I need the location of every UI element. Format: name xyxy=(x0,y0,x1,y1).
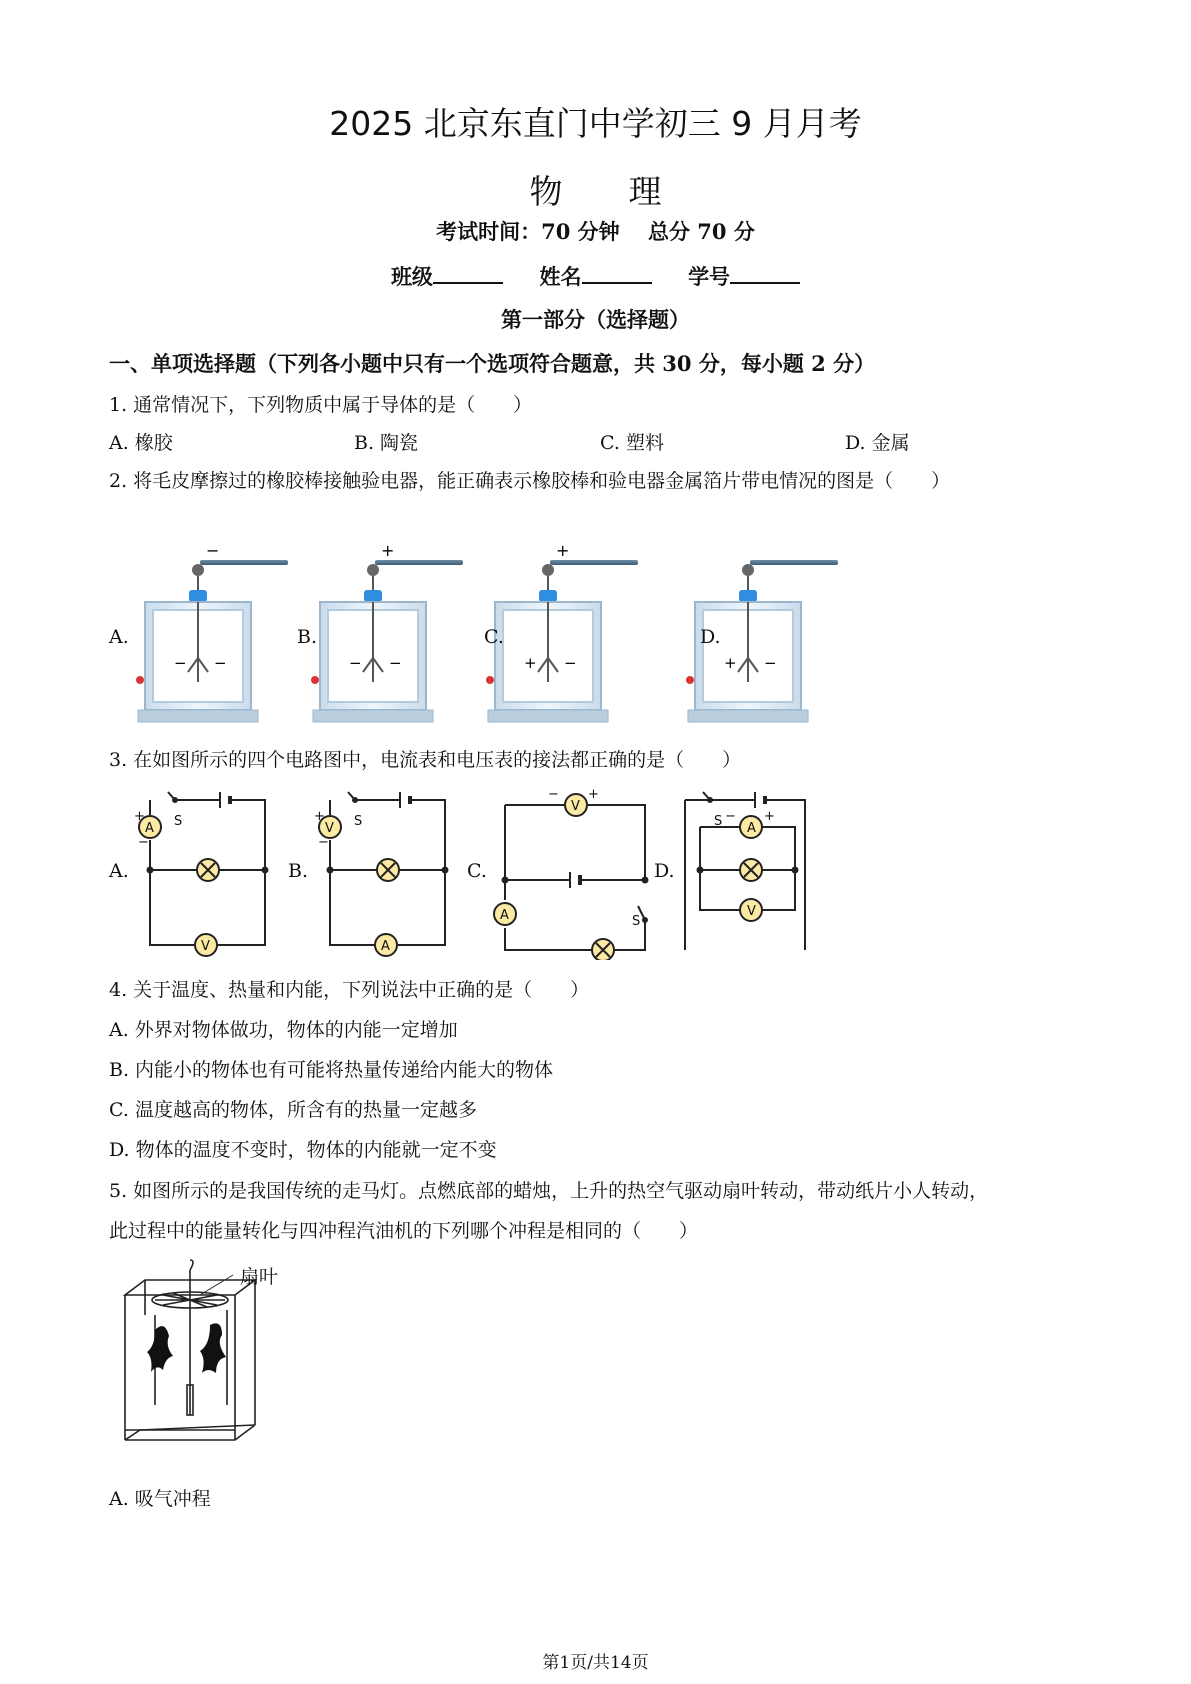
rod-charge-b: + xyxy=(381,541,395,560)
right-leaf-charge-a: − xyxy=(214,654,227,672)
fan-blade-label: 扇叶 xyxy=(240,1266,279,1288)
question-5-line2: 此过程中的能量转化与四冲程汽油机的下列哪个冲程是相同的（ ） xyxy=(109,1220,699,1242)
exam-title: 2025 北京东直门中学初三 9 月月考 xyxy=(329,104,862,143)
section-heading: 一、单项选择题（下列各小题中只有一个选项符合题意，共 30 分，每小题 2 分） xyxy=(109,351,876,376)
circuit-c-minus: − xyxy=(548,787,559,802)
class-blank[interactable] xyxy=(433,264,503,284)
student-id-blank[interactable] xyxy=(730,264,800,284)
circuit-d-meter2: V xyxy=(747,904,756,919)
electroscope-a[interactable] xyxy=(136,541,288,722)
circuit-c-meter1: V xyxy=(571,799,580,814)
q3-label-b[interactable]: B. xyxy=(288,860,309,882)
q1-option-b[interactable]: B. 陶瓷 xyxy=(354,432,419,454)
circuit-c-plus: + xyxy=(588,787,599,802)
circuit-a-minus: − xyxy=(138,835,149,850)
question-4: 4. 关于温度、热量和内能，下列说法中正确的是（ ） xyxy=(109,979,590,1001)
student-fields xyxy=(0,261,1191,291)
name-blank[interactable] xyxy=(582,264,652,284)
subject-title: 物 理 xyxy=(529,172,662,211)
circuit-c[interactable] xyxy=(494,794,648,960)
left-leaf-charge-a: − xyxy=(174,654,187,672)
circuit-a-switch: S xyxy=(174,814,183,829)
right-leaf-charge-c: − xyxy=(564,654,577,672)
circuit-d-meter1: A xyxy=(747,821,756,836)
q3-label-a[interactable]: A. xyxy=(109,860,129,882)
q4-option-d[interactable]: D. 物体的温度不变时，物体的内能就一定不变 xyxy=(109,1139,497,1161)
q1-option-a[interactable]: A. 橡胶 xyxy=(109,432,173,454)
q1-option-c[interactable]: C. 塑料 xyxy=(600,432,664,454)
question-3: 3. 在如图所示的四个电路图中，电流表和电压表的接法都正确的是（ ） xyxy=(109,749,742,771)
page-number: 第1页/共14页 xyxy=(542,1653,649,1673)
rod-charge-c: + xyxy=(556,541,570,560)
exam-info: 考试时间：70 分钟 总分 70 分 xyxy=(436,219,755,244)
question-1: 1. 通常情况下，下列物质中属于导体的是（ ） xyxy=(109,394,533,416)
right-leaf-charge-d: − xyxy=(764,654,777,672)
circuit-b-switch: S xyxy=(354,814,363,829)
circuit-d-switch: S xyxy=(714,814,723,829)
q4-option-a[interactable]: A. 外界对物体做功，物体的内能一定增加 xyxy=(109,1019,458,1041)
circuit-c-meter2: A xyxy=(500,908,509,923)
q2-label-c[interactable]: C. xyxy=(484,626,504,648)
q3-label-c[interactable]: C. xyxy=(467,860,487,882)
circuit-b-minus: − xyxy=(318,835,329,850)
q2-label-d[interactable]: D. xyxy=(700,626,721,648)
circuit-d-plus: + xyxy=(764,809,775,824)
circuit-d-minus: − xyxy=(725,809,736,824)
left-leaf-charge-b: − xyxy=(349,654,362,672)
right-leaf-charge-b: − xyxy=(389,654,402,672)
left-leaf-charge-c: + xyxy=(524,654,537,672)
circuit-b-meter1: V xyxy=(325,821,334,836)
class-label: 班级 xyxy=(390,264,433,289)
q2-label-a[interactable]: A. xyxy=(109,626,129,648)
q4-option-b[interactable]: B. 内能小的物体也有可能将热量传递给内能大的物体 xyxy=(109,1059,554,1081)
name-label: 姓名 xyxy=(539,264,582,289)
question-2: 2. 将毛皮摩擦过的橡胶棒接触验电器，能正确表示橡胶棒和验电器金属箔片带电情况的图是（ ） xyxy=(109,470,951,492)
circuit-a-plus: + xyxy=(134,809,145,824)
part-heading: 第一部分（选择题） xyxy=(501,307,690,332)
q2-label-b[interactable]: B. xyxy=(297,626,318,648)
left-leaf-charge-d: + xyxy=(724,654,737,672)
q5-option-a[interactable]: A. 吸气冲程 xyxy=(109,1488,211,1510)
q3-label-d[interactable]: D. xyxy=(654,860,675,882)
student-id-label: 学号 xyxy=(688,264,731,289)
circuit-d[interactable] xyxy=(685,792,805,950)
electroscope-b[interactable] xyxy=(311,541,463,722)
circuit-b[interactable] xyxy=(319,792,448,956)
question-5-line1: 5. 如图所示的是我国传统的走马灯。点燃底部的蜡烛，上升的热空气驱动扇叶转动，带动纸片小人转动， xyxy=(109,1180,989,1202)
q1-option-d[interactable]: D. 金属 xyxy=(845,432,910,454)
circuit-a[interactable] xyxy=(139,792,268,956)
circuit-b-meter2: A xyxy=(381,939,390,954)
circuit-c-switch: S xyxy=(632,914,641,929)
circuit-b-plus: + xyxy=(314,809,325,824)
q4-option-c[interactable]: C. 温度越高的物体，所含有的热量一定越多 xyxy=(109,1099,477,1121)
rod-charge-a: − xyxy=(206,541,220,560)
electroscope-c[interactable] xyxy=(486,541,638,722)
circuit-a-meter2: V xyxy=(201,939,210,954)
circuit-a-meter1: A xyxy=(145,821,154,836)
